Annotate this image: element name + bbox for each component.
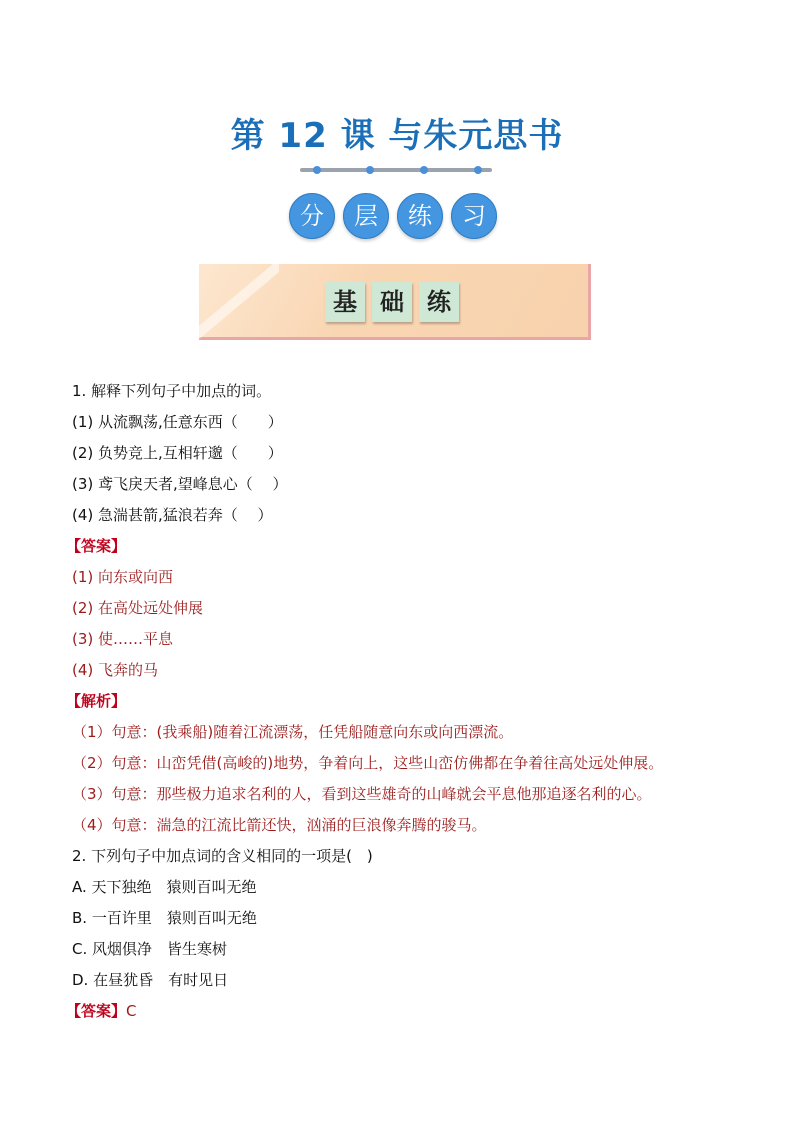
banner-stripe xyxy=(199,264,279,340)
q2-option: A. 天下独绝 猿则百叫无绝 xyxy=(72,878,257,896)
q2-answer-row xyxy=(66,1000,137,1021)
q1-analysis: （2）句意：山峦凭借(高峻的)地势，争着向上，这些山峦仿佛都在争着往高处远处伸展。 xyxy=(72,754,664,772)
q2-option: D. 在昼犹昏 有时见日 xyxy=(72,971,229,989)
lesson-title: 第 12 课 与朱元思书 xyxy=(230,116,564,156)
section-circles xyxy=(289,193,505,239)
q2-answer: C xyxy=(126,1002,137,1020)
banner-char: 础 xyxy=(372,282,412,322)
decor-dot xyxy=(313,166,321,174)
q1-stem: 1. 解释下列句子中加点的词。 xyxy=(72,382,272,400)
q1-answer: (2) 在高处远处伸展 xyxy=(72,599,204,617)
q1-answer: (1) 向东或向西 xyxy=(72,568,174,586)
circle-char: 练 xyxy=(397,193,443,239)
q2-option: B. 一百许里 猿则百叫无绝 xyxy=(72,909,257,927)
q1-analysis: （3）句意：那些极力追求名利的人，看到这些雄奇的山峰就会平息他那追逐名利的心。 xyxy=(72,785,652,803)
decor-line xyxy=(300,168,492,172)
circle-char: 分 xyxy=(289,193,335,239)
banner-char: 练 xyxy=(419,282,459,322)
q1-answer: (4) 飞奔的马 xyxy=(72,661,159,679)
circle-char: 习 xyxy=(451,193,497,239)
q2-answer-label: 【答案】 xyxy=(66,1002,127,1020)
q1-item: (3) 鸢飞戾天者,望峰息心（ ） xyxy=(72,475,288,493)
q1-analysis: （4）句意：湍急的江流比箭还快，汹涌的巨浪像奔腾的骏马。 xyxy=(72,816,487,834)
decor-dot xyxy=(366,166,374,174)
q2-option: C. 风烟俱净 皆生寒树 xyxy=(72,940,228,958)
banner-char: 基 xyxy=(325,282,365,322)
q2-stem: 2. 下列句子中加点词的含义相同的一项是( ) xyxy=(72,847,373,865)
level-banner xyxy=(199,264,591,340)
q1-analysis-label: 【解析】 xyxy=(66,692,127,710)
q1-item: (4) 急湍甚箭,猛浪若奔（ ） xyxy=(72,506,273,524)
circle-char: 层 xyxy=(343,193,389,239)
q1-item: (2) 负势竞上,互相轩邈（ ） xyxy=(72,444,283,462)
q1-analysis: （1）句意：(我乘船)随着江流漂荡，任凭船随意向东或向西漂流。 xyxy=(72,723,514,741)
decor-dot xyxy=(474,166,482,174)
q1-item: (1) 从流飘荡,任意东西（ ） xyxy=(72,413,283,431)
q1-answer-label: 【答案】 xyxy=(66,537,127,555)
decor-dot xyxy=(420,166,428,174)
q1-answer: (3) 使……平息 xyxy=(72,630,174,648)
